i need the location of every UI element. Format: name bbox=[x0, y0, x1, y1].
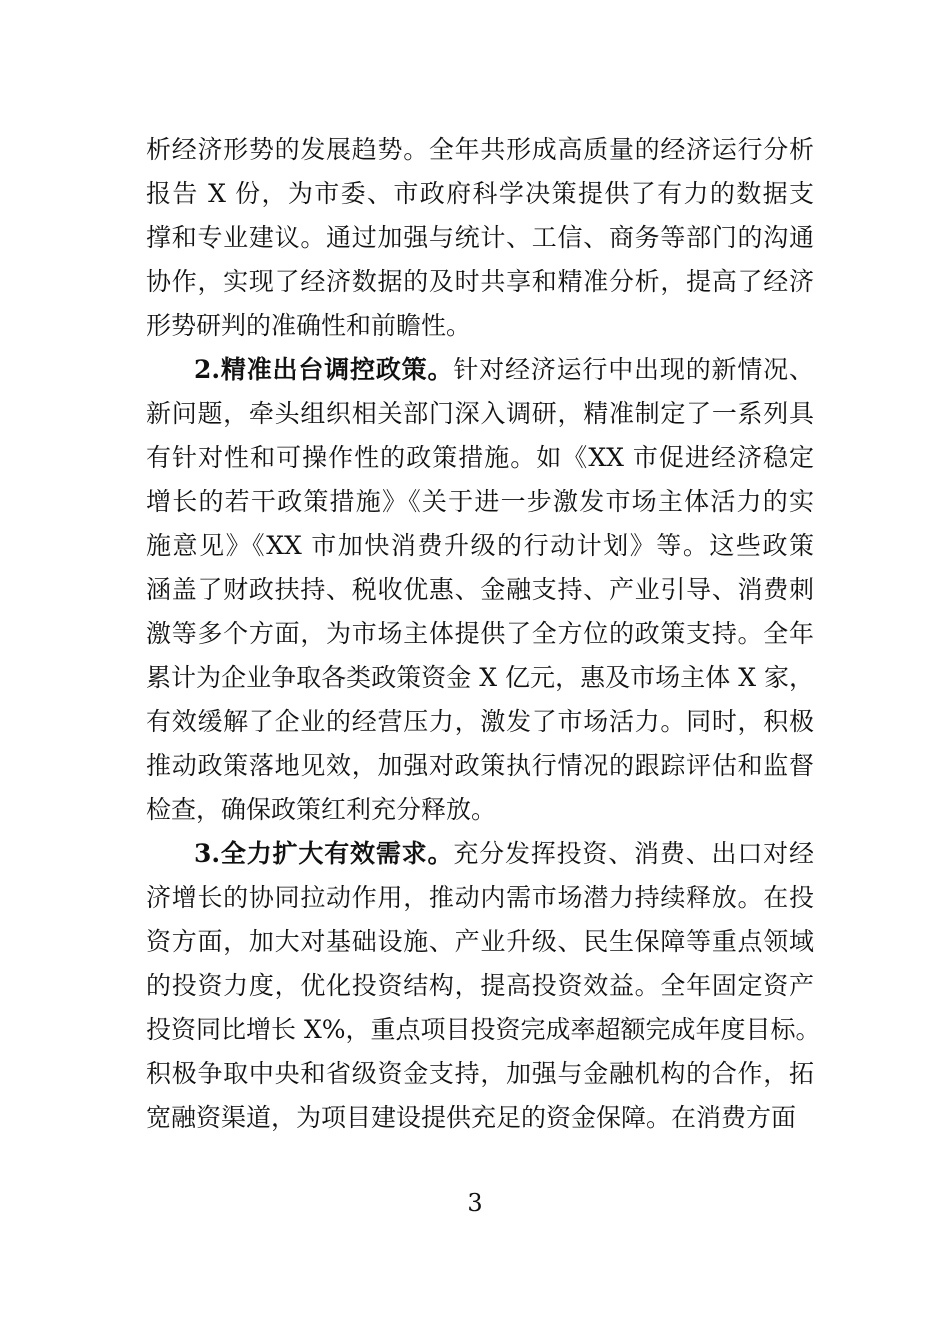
paragraph-1-line-5: 形势研判的准确性和前瞻性。 bbox=[146, 311, 472, 340]
paragraph-3-line-6: 积极争取中央和省级资金支持，加强与金融机构的合作，拓 bbox=[146, 1059, 814, 1088]
paragraph-2-first-line bbox=[194, 350, 814, 390]
paragraph-2-line-3: 有针对性和可操作性的政策措施。如《XX 市促进经济稳定 bbox=[146, 443, 814, 472]
paragraph-3-line-3: 资方面，加大对基础设施、产业升级、民生保障等重点领域 bbox=[146, 927, 814, 956]
paragraph-1-line-4: 协作，实现了经济数据的及时共享和精准分析，提高了经济 bbox=[146, 267, 814, 296]
paragraph-1-line-3: 撑和专业建议。通过加强与统计、工信、商务等部门的沟通 bbox=[146, 223, 814, 252]
paragraph-3-line-4: 的投资力度，优化投资结构，提高投资效益。全年固定资产 bbox=[146, 971, 814, 1000]
paragraph-2-heading: 2.精准出台调控政策。 bbox=[194, 355, 454, 384]
paragraph-2-line-2: 新问题，牵头组织相关部门深入调研，精准制定了一系列具 bbox=[146, 399, 814, 428]
paragraph-3-line-7: 宽融资渠道，为项目建设提供充足的资金保障。在消费方面 bbox=[146, 1103, 797, 1132]
paragraph-3-line-2: 济增长的协同拉动作用，推动内需市场潜力持续释放。在投 bbox=[146, 883, 814, 912]
paragraph-2-line-4: 增长的若干政策措施》《关于进一步激发市场主体活力的实 bbox=[146, 487, 814, 516]
paragraph-2-line-11: 检查，确保政策红利充分释放。 bbox=[146, 795, 497, 824]
page-number: 3 bbox=[467, 1189, 483, 1217]
paragraph-2-line-8: 累计为企业争取各类政策资金 X 亿元，惠及市场主体 X 家， bbox=[146, 663, 814, 692]
paragraph-2-line-5: 施意见》《XX 市加快消费升级的行动计划》等。这些政策 bbox=[146, 531, 814, 560]
paragraph-3-line-1: 充分发挥投资、消费、出口对经 bbox=[453, 839, 814, 868]
paragraph-2-line-1: 针对经济运行中出现的新情况、 bbox=[453, 355, 814, 384]
paragraph-3-line-5: 投资同比增长 X%，重点项目投资完成率超额完成年度目标。 bbox=[146, 1015, 821, 1044]
paragraph-3-first-line bbox=[194, 834, 814, 874]
paragraph-2-line-9: 有效缓解了企业的经营压力，激发了市场活力。同时，积极 bbox=[146, 707, 814, 736]
paragraph-3-heading: 3.全力扩大有效需求。 bbox=[194, 839, 454, 868]
paragraph-2-line-7: 激等多个方面，为市场主体提供了全方位的政策支持。全年 bbox=[146, 619, 814, 648]
paragraph-1-line-1: 析经济形势的发展趋势。全年共形成高质量的经济运行分析 bbox=[146, 135, 814, 164]
paragraph-2-line-10: 推动政策落地见效，加强对政策执行情况的跟踪评估和监督 bbox=[146, 751, 814, 780]
paragraph-1-line-2: 报告 X 份，为市委、市政府科学决策提供了有力的数据支 bbox=[146, 179, 814, 208]
paragraph-2-line-6: 涵盖了财政扶持、税收优惠、金融支持、产业引导、消费刺 bbox=[146, 575, 814, 604]
